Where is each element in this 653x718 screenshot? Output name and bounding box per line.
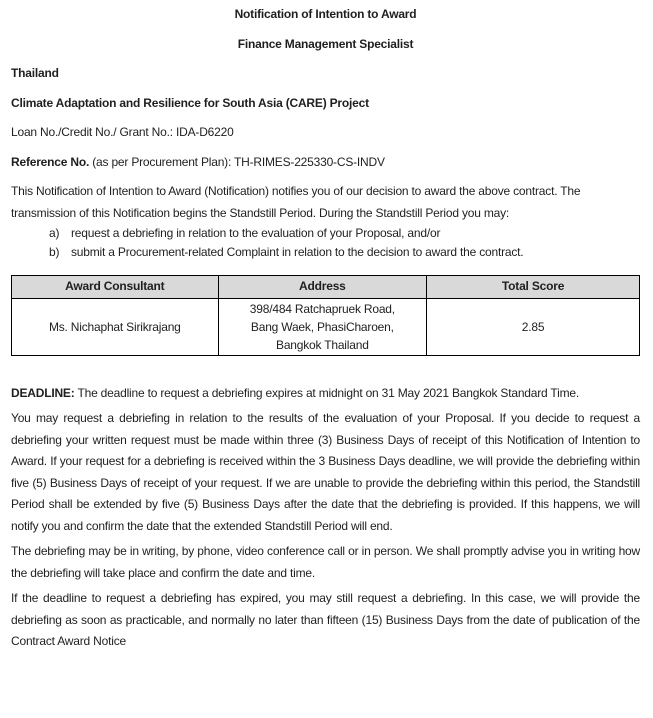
debrief-expired-paragraph: If the deadline to request a debriefing has expired, you may still request a debriefing. In this case, we will provide the debriefing as soon as practicable, and normally no later than fifteen (15) Business Days from the date of publication of the Contract Award Notice [11, 591, 640, 648]
loan-number-line: Loan No./Credit No./ Grant No.: IDA-D6220 [11, 125, 234, 139]
award-table [11, 275, 640, 356]
debrief-request-paragraph: You may request a debriefing in relation to the results of the evaluation of your Proposal. If you decide to request a debriefing your written request must be made within three (3) Business Days of receipt of this Notification of Intention to Award. If your request for a debriefing is received within the 3 Business Days deadline, we will provide the debriefing within five (5) Business Days of receipt of your request. If we are unable to provide the debriefing within this period, the Standstill Period shall be extended by five (5) Business Days after the date that the debriefing is provided. If this happens, we will notify you and confirm the date that the extended Standstill Period will end. [11, 411, 640, 533]
intro-paragraph: This Notification of Intention to Award (Notification) notifies you of our decision to award the above contract. The transmission of this Notification begins the Standstill Period. During the Standstill Period you may: [11, 184, 581, 220]
document-title: Notification of Intention to Award [234, 7, 417, 21]
address-line-3: Bangkok Thailand [276, 337, 369, 352]
list-text-b: submit a Procurement-related Complaint in relation to the decision to award the contract. [71, 245, 524, 259]
project-heading: Climate Adaptation and Resilience for South Asia (CARE) Project [11, 95, 369, 110]
header-award-consultant: Award Consultant [12, 276, 219, 299]
deadline-paragraph [11, 383, 640, 405]
deadline-text: The deadline to request a debriefing expires at midnight on 31 May 2021 Bangkok Standard Time. [74, 385, 579, 400]
list-item-b [49, 243, 640, 262]
country-heading: Thailand [11, 66, 59, 80]
cell-consultant-name: Ms. Nichaphat Sirikrajang [12, 298, 219, 355]
list-marker-b: b) [49, 245, 60, 259]
address-line-1: 398/484 Ratchapruek Road, [249, 301, 395, 316]
header-total-score: Total Score [427, 276, 640, 299]
address-line-2: Bang Waek, PhasiCharoen, [250, 319, 394, 334]
header-address: Address [218, 276, 426, 299]
debrief-method-paragraph: The debriefing may be in writing, by phone, video conference call or in person. We shall promptly advise you in writing how the debriefing will take place and confirm the date and time. [11, 544, 640, 580]
cell-address [218, 298, 426, 355]
cell-total-score: 2.85 [427, 298, 640, 355]
list-marker-a: a) [49, 226, 60, 240]
reference-label: Reference No. [11, 154, 90, 169]
list-text-a: request a debriefing in relation to the evaluation of your Proposal, and/or [71, 226, 441, 240]
document-subtitle: Finance Management Specialist [237, 36, 414, 51]
list-item-a [49, 224, 640, 243]
award-table-header-row [12, 276, 640, 299]
deadline-label: DEADLINE: [11, 385, 75, 400]
reference-line [11, 152, 640, 174]
award-table-row [12, 298, 640, 355]
reference-value: (as per Procurement Plan): TH-RIMES-225330-CS-INDV [89, 154, 385, 169]
option-list [49, 224, 640, 262]
